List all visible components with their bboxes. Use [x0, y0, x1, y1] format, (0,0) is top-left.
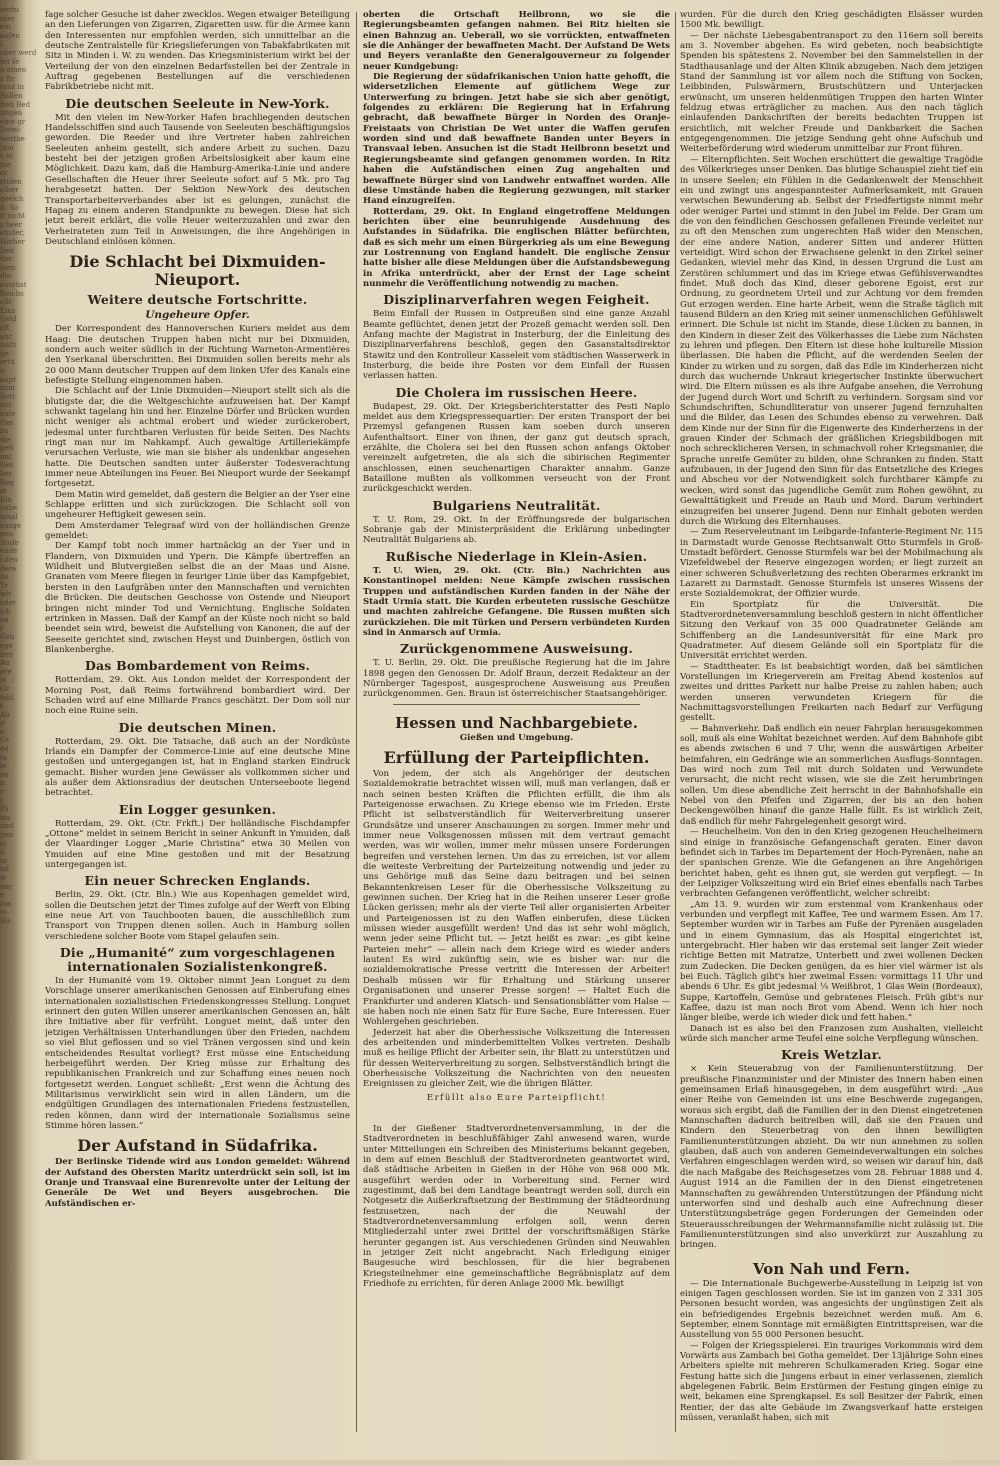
margin-fragment: Reichs [0, 289, 24, 298]
headline-logger: Ein Logger gesunken. [118, 801, 277, 817]
article-text: Dem Amsterdamer Telegraaf wird von der holländischen Grenze gemeldet: [45, 520, 350, 542]
margin-fragment: w [0, 873, 6, 882]
margin-fragment: Ab [0, 710, 10, 719]
margin-fragment: mit [0, 401, 12, 410]
margin-fragment: in [0, 487, 7, 496]
column-rule-2 [675, 12, 676, 1432]
section-heading-hessen: Hessen und Nachbargebiete. [395, 713, 638, 732]
margin-fragment: Eins [0, 306, 16, 315]
article-text: Rotterdam, 29. Okt. Aus London meldet der Korrespondent der Morning Post, daß Reims fortwährend bombardiert wird. Der Schaden wird auf eine Milliarde Francs geschätzt. Der Dom soll nur noch eine Ruine sein. [45, 675, 350, 717]
margin-fragment: ein [0, 23, 11, 32]
margin-fragment: und [0, 822, 14, 831]
margin-fragment: s heer [0, 220, 22, 229]
margin-fragment: ter fe [0, 57, 20, 66]
margin-fragment: ed [0, 745, 9, 754]
margin-fragment: ges, [0, 530, 15, 539]
headline-seeleute: Die deutschen Seeleute in New-York. [65, 95, 330, 111]
margin-fragment: Au [0, 659, 10, 668]
article-text: oberten die Ortschaft Heilbronn, wo sie die Regierungsbeamten gefangen nahmen. Bei Ritz hielten sie einen Bahnzug an. Ueberall, wo sie vorrückten, entwaffneten sie die Anhänger der bewaffneten Macht. Der Aufstand De Wets und Beyers veranlaßte den Generalgouverneur zu folgender neuer Kundgebung: [363, 10, 670, 72]
margin-fragment: r [0, 788, 4, 797]
margin-fragment: ertu [0, 358, 15, 367]
article-text: Mit den vielen im New-Yorker Hafen brachliegenden deutschen Handelsschiffen sind auch Tausende von Seeleuten beschäftigungslos geworden. Die Reeder und ihre Vertreter haben zahlreichen Seeleuten anheim gestellt, sich andere Arbeit zu suchen. Dazu besteht bei der jetzigen großen Arbeitslosigkeit aber kaum eine Möglichkeit. Dazu kam, daß die Hamburg-Amerika-Linie und andere Gesellschaften die Heuer ihrer Seeleute sofort auf 5 Mk. pro Tag herabgesetzt hatten. Der Sektion New-York des deutschen Transportarbeiterverbandes aber ist es gelungen, zunächst die Hapag zu einem anderen Standpunkte zu bewegen. Diese hat sich jetzt bereit erklärt, die volle Heuer weiterzuzahlen und zwar den Verheirateten zum Teil in Anweisungen, die ihre Angehörigen in Deutschland einlösen können. [45, 112, 350, 247]
headline-wetzlar: Kreis Wetzlar. [781, 1047, 882, 1063]
subheadline-fortschritte: Weitere deutsche Fortschritte. [87, 292, 308, 308]
margin-fragment: i den [0, 556, 18, 564]
margin-fragment: ober werd [0, 48, 37, 57]
article-text: Rotterdam, 29. Okt. Die Tatsache, daß auch an der Nordküste Irlands ein Dampfer der Commerce-Linie auf eine deutsche Mine gestoßen und untergegangen ist, hat in England starken Eindruck gemacht. Bisher wurden jene Gewässer als vollkommen sicher und als außer dem Aktionsradius der deutschen Unterseeboote liegend betrachtet. [45, 736, 350, 799]
headline-niederlage: Rußische Niederlage in Klein-Asien. [385, 548, 648, 564]
article-text: wurden. Für die durch den Krieg geschädigten Elsässer wurden 1500 Mk. bewilligt. [680, 10, 983, 31]
margin-fragment: Ballen [0, 91, 23, 100]
margin-fragment: aft [0, 323, 10, 332]
article-text: Die Regierung der südafrikanischen Union hatte gehofft, die widersetzlichen Elemente auf gütlichem Wege zur Unterwerfung zu bringen. Jetzt habe sie sich aber genötigt, folgendes zu erklären: Die Regierung hat in Erfahrung gebracht, daß bewaffnete Bürger in Norden des Oranje-Freistaats von Christian De Wet unter die Waffen gerufen worden sind und daß bewaffnete Banden unter Beyers in Transvaal leben. Ansuchen ist die Stadt Heilbronn besetzt und Regierungsbeamte sind gefangen genommen worden. In Ritz haben die Aufständischen einen Zug angehalten und bewaffnete Bürger sind von Landwehr entwaffnet worden. Alle diese Umstände haben die Regierung gezwungen, mit starker Hand einzugreifen. [363, 72, 670, 207]
margin-fragment: e [0, 891, 5, 900]
spacer [363, 1106, 670, 1124]
article-text: — Heuchelheim. Von den in den Krieg gezogenen Heuchelheimern sind einige in französische Gefangenschaft geraten. Einer davon befindet sich in Tarbes im Departement der Hoch-Pyrenäen, nahe an der spanischen Grenze. Wie die Gefangenen an ihre Angehörigen berichtet haben, geht es ihnen gut, sie werden gut verpflegt. — In der Leipziger Volkszeitung wird ein Brief eines ebenfalls nach Tarbes verbrachten Gefangenen veröffentlicht, welcher schreibt: [680, 827, 983, 900]
margin-fragment: Hinher [0, 238, 25, 247]
article-text: Beim Einfall der Russen in Ostpreußen sind eine ganze Anzahl Beamte geflüchtet, denen jetzt der Prozeß gemacht werden soll. Den Anfang machte der Magistrat in Insterburg, der die Einleitung des Disziplinarverfahrens beschloß, gegen den Gasanstaltsdirektor Stawitz und den Kontrolleur Kasseleit vom städtischen Wasserwerk in Insterburg, die beide ihre Posten vor dem Einfall der Russen verlassen hatten. [363, 309, 670, 382]
margin-fragment: Ges [0, 418, 14, 427]
margin-fragment: tanz in [0, 83, 25, 92]
margin-fragment: f [0, 624, 3, 633]
article-text: — Stadttheater. Es ist beabsichtigt worden, daß bei sämtlichen Vorstellungen im Kriegerverein am Freitag Abend kostenlos auf zweites und drittes Parkett nur halbe Preise zu zahlen haben; auch werden unseren verwundeten Kriegern für die Nachmittagsvorstellungen Freikarten nach Bedarf zur Verfügung gestellt. [680, 661, 983, 724]
margin-fragment: ii [0, 848, 5, 857]
margin-fragment: t [0, 796, 3, 805]
article-text: Der Korrespondent des Hannoverschen Kuriers meldet aus dem Haag: Die deutschen Truppen haben nicht nur bei Dixmuiden, sondern auch weiter südlich in der Richtung Warneton-Armentières den Yserkanal überschritten. Bei Dixmuiden sollen bereits mehr als 20 000 Mann deutscher Truppen auf dem linken Ufer des Kanals eine befestigte Stellung eingenommen haben. [45, 324, 350, 386]
article-text: Jederzeit hat aber die Oberhessische Volkszeitung die Interessen des arbeitenden und minderbemittelten Volkes vertreten. Deshalb muß es heilige Pflicht der Arbeiter sein, ihr Blatt zu unterstützen und für dessen Weiterverbreitung zu sorgen. Selbstverständlich bringt die Oberhessische Volkszeitung die Nachrichten von den neuesten Ereignissen zu gleicher Zeit, wie die übrigen Blätter. [363, 1027, 670, 1090]
margin-fragment: fehl [0, 693, 14, 702]
article-text: Danach ist es also bei den Franzosen zum Aushalten, vielleicht würde sich mancher arme Teufel eine solche Verpflegung wünschen. [680, 1023, 983, 1045]
section-subheading-giessen: Gießen und Umgebung. [459, 732, 574, 743]
headline-minen: Die deutschen Minen. [118, 719, 277, 735]
margin-fragment: Geld [0, 315, 17, 324]
margin-fragment: in [0, 676, 7, 685]
margin-fragment: Fä [0, 805, 9, 814]
article-text: × Kein Steuerabzug von der Familienunterstützung. Der preußische Finanzminister und der Minister des Innern haben einen gemeinsamen Erlaß hinausgegeben, in dem ausgeführt wird: „Aus einer Reihe von Gemeinden ist uns eine Beschwerde zugegangen, woraus sich ergibt, daß die Familien der in den Dienst eingetretenen Mannschaften dadurch beitreiben will, daß sie den Frauen und Kindern den Steuerbetrag von den ihnen bewilligten Familienunterstützungen abzieht. Da wir nun annehmen zu sollen glauben, daß auch von anderen Gemeindeverwaltungen ein solches Verfahren eingeschlagen werden wird, so weisen wir darauf hin, daß die nach Maßgabe des Reichsgesetzes vom 28. Februar 1888 und 4. August 1914 an die Familien der in den Dienst eingetretenen Mannschaften zu gewährenden Unterstützungen der Pfändung nicht unterworfen sind und deshalb auch eine Aufrechnung dieser Unterstützungsbeträge gegen Forderungen der Gemeinden oder Steuerausschreibungen der Wehrmannsfamilie nicht zulässig ist. Die Familienunterstützungen sind also unverkürzt zur Auszahlung zu bringen. [680, 1064, 983, 1251]
headline-cholera: Die Cholera im russischen Heere. [395, 384, 638, 400]
article-text: Rotterdam, 29. Okt. (Ctr. Frkft.) Der holländische Fischdampfer „Ottone“ meldet in seinem Bericht in seiner Ankunft in Ymuiden, daß der Vlaardinger Logger „Marie Christina“ etwa 30 Meilen von Ymuiden auf eine Mine gestoßen und mit der Besatzung untergegangen ist. [45, 818, 350, 871]
margin-fragment: ner [0, 882, 12, 891]
margin-fragment: io [0, 908, 7, 917]
margin-fragment: die [0, 435, 11, 444]
margin-fragment: ften Bed [0, 100, 31, 109]
margin-fragment: Kin [0, 495, 12, 504]
article-text: In der Humanité vom 19. Oktober nimmt Jean Longuet zu dem Vorschlage unserer amerikanischen Genossen auf Einberufung eines internationalen sozialistischen Friedenskongresses Stellung. Longuet erinnert den guten Willen unserer amerikanischen Genossen an, hält ihre Initiative aber für verfrüht. Longuet meint, daß unter den jetzigen Verhältnissen Unterhandlungen über den Frieden, nachdem so viel Blut geflossen und so viel Tränen vergossen sind und kein entscheidendes Resultat vorliegt? Erst müsse eine Entscheidung herbeigeführt werden. Der Krieg müsse zur Erhaltung des republikanischen Frankreich und zur Schaffung eines neuen noch fortgesetzt werden. Longuet schließt: „Erst wenn die Ächtung des Militarismus verwirklicht sein wird in allen Ländern, um die endgültigen Grundlagen des internationalen Friedens festzustellen, reden können, dann wird der internationale Sozialismus seine Stimme hören lassen.“ [45, 976, 350, 1131]
article-text: Von jedem, der sich als Angehöriger der deutschen Sozialdemokratie betrachtet wissen will, muß man verlangen, daß er nach seinen besten Kräften die Pflichten erfüllt, die ihm als Parteigenosse erwachsen. Zu Kriege ebenso wie im Frieden. Erste Pflicht ist selbstverständlich für Weiterverbreitung unserer Grundsätze und unserer Anschauungen zu sorgen. Immer mehr und immer neue Volksgenossen müssen mit dem vertraut gemacht werden, was wir wollen, immer mehr müssen unsere Forderungen begreifen und verstehen lernen. Um das zu erreichen, ist vor allem die weiteste Verbreitung der Parteizeitung notwendig und jeder zu uns Gehörige muß das Seine dazu beitragen und bei seinen Bekanntenkreisen Leser für die Oberhessische Volkszeitung zu gewinnen suchen. Der Krieg hat in die Reihen unserer Leser große Lücken gerissen; mehr als der vierte Teil aller organisierten Arbeiter und Parteigenossen ist zu den Waffen einberufen, diese Lücken müssen wieder ausgefüllt werden! Und das ist sehr wohl möglich, wenn jeder seine Pflicht tut. — Jetzt heißt es zwar: „es gibt keine Parteien mehr“ — allein nach dem Kriege wird es wieder anders lauten! Es wird zukünftig sein, wie es bisher war: nur die sozialdemokratische Presse vertritt die Interessen der Arbeiter! Deshalb müssen wir für Erhaltung und Stärkung unserer Organisationen und unserer Presse sorgen! — Haltet Euch die Frankfurter und anderen Klatsch- und Sensationsblätter vom Halse — sie haben noch nie einen Satz für Eure Sache, Eure Interessen. Euer Wohlergehen geschrieben. [363, 768, 670, 1028]
margin-fragment: nd [0, 865, 9, 874]
margin-fragment: ta [0, 753, 7, 762]
headline-erfuellung: Erfüllung der Parteipflichten. [383, 747, 650, 767]
margin-fragment: Dotei- [0, 126, 22, 135]
margin-fragment: wertbe [0, 134, 25, 143]
article-callout: Erfüllt also Eure Parteipflicht! [426, 1092, 607, 1103]
article-text: In der Gießener Stadtverordnetenversammlung, in der die Stadtverordneten in beschlußfähiger Zahl anwesend waren, wurde unter Mitteilungen ein Schreiben des Ministeriums bekannt gegeben, in dem auf einen Beschluß der Stadtverordneten geantwortet wird, daß städtische Arbeiten in Gießen in der Höhe von 968 000 Mk. ausgeführt werden oder in Vorbereitung sind. Ferner wird zugestimmt, daß bei dem Landtage beantragt werden soll, durch ein Notgesetz die Außerkraftsetzung der Bestimmung der Städteordnung festzusetzen, nach der die Neuwahl der Stadtverordnetenversammlung erfolgen soll, wenn deren Mitgliederzahl unter zwei Drittel der vorschriftsmäßigen Stärke herunter gegangen ist. Aus verschiedenen Gründen sind Neuwahlen in jetziger Zeit nicht angebracht. Nach Erledigung einiger Baugesuche wird beschlossen, für die hier begrabenen Kriegsteilnehmer eine gemeinschaftliche Begräbnisplatz auf dem Friedhofe zu errichten, für deren Anlage 2000 Mk. bewilligt [363, 1123, 670, 1290]
article-text: Rotterdam, 29. Okt. In England eingetroffene Meldungen berichten über eine beunruhigende Ausdehnung des Aufstandes in Südafrika. Die englischen Blätter befürchten, daß es sich mehr um einen Bürgerkrieg als um eine Bewegung zur Lostrennung von England handelt. Die englische Zensur hatte bisher alle diese Meldungen über die Aufstandsbewegung in Afrika unterdrückt, aber der Ernst der Lage scheint nunmehr die Veröffentlichung notwendig zu machen. [363, 206, 670, 289]
margin-fragment: ollt [0, 298, 12, 307]
margin-fragment: ausge [0, 521, 21, 530]
margin-fragment: mkti [0, 341, 16, 350]
article-text: Der Kampf tobt noch immer hartnäckig an der Yser und in Flandern, von Dixmuiden und Ypern. Die Kämpfe übertreffen an Wildheit und Blutvergießen selbst die an der Maas und Aisne. Granaten vom Meere fliegen in feuriger Linie über das Kampfgebiet, bersten in den Laufgräben unter den Mannschaften und vernichten die Brücken. Die deutschen Geschosse von Ostende und Nieuport bringen nicht minder Tod und Vernichtung. Englische Soldaten ertrinken in Massen. Daß der Kampf an der Küste noch nicht so bald beendet sein wird, beweist die Aufstellung von Kanonen, die auf der Seeseite gerichtet sind, zwischen Heyst und Duinbergen, östlich von Blankenberghe. [45, 541, 350, 655]
margin-fragment: a [0, 779, 5, 788]
margin-fragment: Stufe [0, 538, 19, 547]
article-text: T. U. Wien, 29. Okt. (Ctr. Bln.) Nachrichten aus Konstantinopel melden: Neue Kämpfe zwischen russischen Truppen und aufständischen Kurden fanden in der Nähe der Stadt Urmia statt. Die Kurden erbeuteten russische Geschütze und machten zahlreiche Gefangene. Die Russen mußten sich zurückziehen. Die mit Türken und Persern verbündeten Kurden sind in Anmarsch auf Urmia. [363, 565, 670, 638]
margin-fragment: Gr [0, 684, 9, 693]
margin-fragment: frei [0, 650, 13, 659]
article-text: Berlin, 29. Okt. (Ctr. Bln.) Wie aus Kopenhagen gemeldet wird, sollen die Deutschen jetzt der Times zufolge auf der Werft von Elbing eine neue Art von Tauchbooten bauen, die ausschließlich zum Transport von Truppen dienen sollen. Auch in Hamburg sollen verschiedene solcher Boote vom Stapel gelaufen sein. [45, 890, 350, 942]
margin-fragment: ausrüst [0, 281, 27, 289]
margin-fragment: Bett [0, 392, 15, 401]
headline-bulgarien: Bulgariens Neutralität. [432, 497, 601, 513]
headline-humanite: Die „Humanité“ zum vorgeschlagenen internationalen Sozialistenkongreß. [59, 945, 336, 975]
article-text: — Die Internationale Buchgewerbe-Ausstellung in Leipzig ist von einigen Tagen geschlossen worden. Sie ist im ganzen von 2 331 305 Personen besucht worden, was angesichts der ungünstigen Zeit als ein befriedigendes Ergebnis bezeichnet werden muß. Am 6. September, einem Sonntage mit ermäßigten Eintrittspreisen, war die Ausstellung von 55 000 Personen besucht. [680, 1278, 983, 1341]
section-heading-nah-fern: Von Nah und Fern. [753, 1259, 910, 1278]
headline-reims: Das Bombardement von Reims. [84, 658, 311, 674]
headline-schrecken: Ein neuer Schrecken Englands. [84, 873, 311, 889]
margin-fragment: it nicht [0, 212, 26, 221]
margin-fragment: Zeit [0, 246, 15, 255]
margin-fragment: Cr [0, 736, 9, 745]
article-text: fage solcher Gesuche ist daher zwecklos. Wegen etwaiger Beteiligung an den Lieferungen von Zigarren, Zigaretten usw. für die Armee kann den Interessenten nur empfohlen werden, sich unmittelbar an die deutsche Zentralstelle für Kriegslieferungen von Tabakfabrikaten mit Sitz in Minden i. W. zu wenden. Das Kriegsministerium wirkt bei der Verteilung der von den einzelnen Bedarfsstellen bei der Zentrale in Auftrag gegebenen Bestellungen auf die verschiedenen Fabrikbetriebe nicht mit. [45, 10, 350, 93]
margin-fragment: ende [0, 547, 18, 556]
margin-fragment: unt [0, 452, 12, 461]
margin-fragment: nertu [0, 6, 20, 14]
margin-fragment: le [0, 762, 7, 771]
margin-fragment: tion [0, 143, 14, 152]
margin-fragment: en [0, 616, 9, 625]
margin-fragment: zum [0, 384, 15, 393]
margin-fragment: die [0, 272, 11, 281]
margin-fragment: l [0, 40, 3, 49]
margin-fragment: t [0, 702, 3, 711]
article-text: Ein Sportplatz für die Universität. Die Stadtverordnetenversammlung beschloß gestern in nicht öffentlicher Sitzung den Verkauf von 35 000 Quadratmeter Gelände am Schiffenberg an die Landesuniversität für eine Mark pro Quadratmeter. Auf diesem Gelände soll ein Sportplatz für die Universität errichtet werden. [680, 599, 983, 662]
margin-fragment: s ftr [0, 74, 15, 83]
margin-fragment: Tr [0, 581, 9, 590]
separator-line [393, 704, 640, 705]
adjacent-page-margin [0, 0, 40, 1466]
margin-fragment: olher [0, 186, 19, 195]
margin-fragment: geelch [0, 195, 24, 204]
subheadline-opfer: Ungeheure Opfer. [145, 309, 250, 322]
article-text: Budapest, 29. Okt. Der Kriegsberichterstatter des Pesti Naplo meldet aus dem Kriegspressequartier: Der ersten Transport der bei Przemysl gefangenen Russen kam soeben durch unseren Aufenthaltsort. Einer von ihnen, der ganz gut deutsch sprach, erzählte, die Cholera sei bei den Russen schon anfangs Oktober vereinzelt aufgetreten, die als sich die sibirischen Regimenter anschlossen, einen seuchenartigen Charakter annahm. Ganze Bataillone mußten als vollkommen verseucht von der Front zurückgeschickt werden. [363, 401, 670, 495]
margin-fragment: nabe [0, 504, 18, 513]
margin-fragment: n [0, 366, 5, 375]
headline-dixmuiden: Die Schlacht bei Dixmuiden-Nieuport. [69, 252, 326, 290]
margin-fragment: aufen [0, 31, 20, 40]
margin-fragment: ufer [0, 14, 15, 23]
margin-fragment: ahr [0, 332, 13, 341]
margin-fragment: wir [0, 590, 12, 599]
article-text: Der Berlinske Tidende wird aus London gemeldet: Während der Aufstand des Obersten Maritz unterdrückt sein soll, ist im Oranje und Transvaal eine Burenrevolte unter der Leitung der Generäle De Wet und Beyers ausgebrochen. Die Aufständischen er- [45, 1157, 350, 1209]
margin-fragment: aufe [0, 409, 16, 418]
margin-fragment: dere [0, 564, 17, 573]
margin-fragment: inen [0, 263, 16, 272]
margin-fragment: s in [0, 152, 13, 161]
article-text: — Folgen der Kriegsspielerei. Ein trauriges Vorkommnis wird dem Vorwärts aus Zambach bei Gotha gemeldet. Der 13jährige Sohn eines Arbeiters spielte mit mehreren Schulkameraden Krieg. Sogar eine Festung hatte sich die Jungens erbaut in einer verlassenen, ziemlich abgelegenen Fabrik. Beim Erstürmen der Festung gingen einige zu weit, bekamen eine Sprengkapsel. Es soll Besitzer der Fabrik, einen Rentier, der das alte Gebäude im Zwangsverkauf hatte ersteigen müssen, veranlaßt haben, sich mit [680, 1340, 983, 1424]
article-text: — Elternpflichten. Seit Wochen erschüttert die gewaltige Tragödie des Völkerkrieges unser Denken. Das blutige Schauspiel zieht tief ein in unsere Seelen; ein Fühlen in die Gedankenwelt der Menschheit ein und zwingt uns angespanntester Aufmerksamkeit, mit Grauen verwischen Bewunderung ab. Selbst der Friedfertigste nimmt mehr oder weniger Partei und stimmt in den Jubel im Felde. Der Gram um die von den feindlichen Geschossen gefallenen Freunde verleitet nur zu oft den Menschen zum ungerechten Haß wider den Menschen, der eine andere Nation, anderer Sitten und anderer Hütten verteidigt. Wird schon der Erwachsene gelenkt in den Zirkel seiner Gedanken, wieviel mehr das Kind, in dessen Urgrund die Lust am Zerstören schlummert und das im Kriege etwas Gefühlsverwandtes findet. Muß doch das Kind, dieser geborene Egoist, erst zur Ordnung, zu geordnetem Urteil und zur Achtung vor dem fremden Gut erzogen werden. Eine harte Arbeit, wenn die Straße täglich mit tausend Bildern an den Krieg mit seiner unmenschlichen Gefühlswelt erinnert. Die Schule ist nicht im Stande, diese Lücken zu bannen, in den Kindern in dieser Zeit des Völkerhasses die Liebe zum Nächsten zu lehren und pflegen. Den Eltern ist diese hohe kulturelle Mission überlassen. Die haben die Pflicht, auf die werdenden Seelen der Kinder zu wirken und zu sorgen, daß das Edle im Kinderherzen nicht durch das wuchernde Unkraut kriegerischer Instinkte überwuchert wird. Die Eltern müssen es als ihre Aufgabe ansehen, die Verrohung der Jugend durch Wort und Schrift zu verhindern. Sorgsam sind vor Schundschriften, Schundliteratur von unserer Jugend fernzuhalten und die Bilder, das Lesen des Schundes ebenso zu verwehren. Daß dem Kinde nur der Sinn für die Eigenwerte des Kinderherzens in der grauen Kinder der Schmach der gräßlichen Kriegsbildbogen mit noch schrecklicheren Versen, in schmachvoll roher Kriegsmanier, die Sprache unreife Gemüter zu bilden, ohne Schranken zu finden. Statt aufzubauen, in der Jugend den Sinn für das Entsetzliche des Krieges und Abscheu vor der Notwendigkeit solch furchtbarer Kämpfe zu wecken, wird sonst das jugendliche Gemüt zum Rohen gewöhnt, zu Gewalttätigkeit und Freude an Raub und Mord. Darum verhindert einzugreifen bei unserer Jugend. Denn nur Einhalt geboten werden durch die Wirkung des Elternhauses. [680, 154, 983, 527]
margin-fragment: ber [0, 470, 12, 479]
margin-fragment: gefl [0, 444, 14, 453]
margin-fragment: Beg [0, 478, 14, 487]
margin-fragment: gen [0, 831, 14, 839]
column-3 [680, 10, 983, 1445]
margin-fragment: Ges [0, 461, 14, 470]
margin-fragment: fl. So [0, 203, 19, 212]
headline-ausweisung: Zurückgenommene Ausweisung. [399, 641, 634, 657]
margin-fragment: ine [0, 160, 11, 169]
headline-suedafrika: Der Aufstand in Südafrika. [77, 1136, 318, 1156]
margin-fragment: ich [0, 607, 11, 616]
column-1 [45, 10, 350, 1445]
margin-fragment: nngen [0, 109, 23, 118]
article-text: — Bahnverkehr. Daß endlich ein neuer Fahrplan herausgekommen soll, muß als eine Wohltat bezeichnet werden. Auf dem Bahnhofe gibt es abends zwischen 6 und 7 Uhr, wenn die auswärtigen Arbeiter heimfahren, ein Gedränge wie an sommerlichen Ausflugs-Sonntagen. Das wird noch zum Teil mit durch Soldaten und Verwundete verursacht, die nicht recht wissen, wie sie die Zeit herumbringen sollen. Um diese abendliche Zeit herrscht in der Bahnhofshalle ein Nebel von den Pfeifen und Zigarren, der bis an den hohen Deckengewölben hinauf die ganze Halle füllt. Es ist wirklich Zeit, daß endlich für mehr Fahrgelegenheit gesorgt wird. [680, 723, 983, 827]
margin-fragment: ei [0, 839, 7, 848]
margin-fragment: e [0, 727, 5, 736]
article-text: Dem Matin wird gemeldet, daß gestern die Belgier an der Yser eine Schlappe erlitten und sich zurückzogen. Die Schlacht soll von ungeheurer Heftigkeit gewesen sein. [45, 489, 350, 521]
margin-fragment: ge [0, 349, 9, 358]
margin-fragment: der [0, 255, 12, 264]
column-2 [363, 10, 670, 1445]
headline-disziplinar: Disziplinarverfahren wegen Feigheit. [383, 292, 650, 308]
margin-fragment: ere [0, 667, 12, 676]
margin-fragment: lun [0, 899, 12, 908]
margin-fragment: einder, [0, 229, 25, 238]
article-text: „Am 13. 9. wurden wir zum erstenmal vom Krankenhaus oder verbunden und verpflegt mit Kaffee, Tee und warmem Essen. Am 17. September wurden wir in Tarbes am Fuße der Pyrenäen ausgeladen und in einem Gymnasium, das als Hospital eingerichtet ist, untergebracht. Hier haben wir das erstemal seit langer Zeit wieder richtige Betten mit Matratze, Unterbett und zwei wollenen Decken zum Zudecken. Die Decken genügen, da es hier viel wärmer ist als bei Euch. Täglich gibt's hier zweimal Essen: vormittags 11 Uhr und abends 6 Uhr. Es gibt jedesmal ¼ Weißbrot, 1 Glas Wein (Bordeaux), Suppe, Kartoffeln, Gemüse und gebratenes Fleisch. Früh gibt's nur Kaffee, dazu ist man noch Brot vom Abend. Wenn ich hier noch länger bleibe, werde ich wieder dick und fett haben.“ [680, 899, 983, 1024]
margin-fragment: stiden [0, 177, 22, 186]
margin-fragment: ege [0, 641, 13, 650]
article-text: Die Schlacht auf der Linie Dixmuiden—Nieuport stellt sich als die blutigste dar, die die Weltgeschichte aufzuweisen hat. Der Kampf schwankt tagelang hin und her. Einzelne Dörfer und Brücken wurden nicht weniger als achtmal erobert und wieder zurückerobert, jedesmal unter furchtbaren Verlusten für beide Seiten. Des Nachts ringt man nur im Nahkampf. Auch gewaltige Artilleriekämpfe verursachen Verluste, wie man sie bisher als undenkbar angesehen hatte. Die Deutschen sandten unter äußerster Todesverachtung immer neue Abteilungen ins Feuer. Bei Nieuport wurde der Seekampf fortgesetzt. [45, 386, 350, 490]
margin-fragment: ins [0, 813, 11, 822]
margin-fragment: Geb [0, 633, 15, 642]
margin-fragment: eine gr [0, 117, 26, 126]
margin-fragment: oder [0, 598, 17, 607]
margin-fragment: aupt [0, 375, 16, 384]
article-text: T. U. Berlin, 29. Okt. Die preußische Regierung hat die im Jahre 1898 gegen den Genossen Dr. Adolf Braun, derzeit Redakteur an der Nürnberger Tagespost, ausgesprochene Ausweisung aus Preußen zurückgenommen. Gen. Braun ist österreichischer Staatsangehöriger. [363, 658, 670, 700]
margin-fragment: inhal [0, 513, 18, 522]
margin-fragment: ne [0, 770, 9, 779]
margin-fragment: de [0, 573, 9, 582]
margin-fragment: ta [0, 856, 7, 865]
margin-fragment: n einen [0, 66, 27, 75]
column-rule-1 [356, 12, 357, 1432]
margin-fragment: er [0, 169, 8, 178]
margin-fragment: zu [0, 427, 9, 436]
article-text: — Der nächste Liebesgabentransport zu den 116ern soll bereits am 3. November abgehen. Es wird gebeten, noch beabsichtigte Spenden bis spätestens 2. November bei den Sammelstellen in der Stadthausanlage und der Alten Klinik abzugeben. Nach dem jetzigen Stand der Sammlung ist vor allem noch die Stiftung von Socken, Leibbinden, Pulswärmern, Brustschützern und Unterjacken erwünscht, um unseren heldenmütigen Truppen den harten Winter feldzug etwas erträglicher zu machen. Aus den nach täglich einlaufenden Dankschriften der bereits bedachten Truppen ist ersichtlich, mit welcher Freude und Dankbarkeit die Sachen entgegengenommen. Die jetzige Sendung geht ohne Aufschub und Weiterbeförderung wird wiederum unmittelbar zur Front führen. [680, 30, 983, 155]
article-text: — Zum Reserveleutnant im Leibgarde-Infanterie-Regiment Nr. 115 in Darmstadt wurde Genosse Rechtsanwalt Otto Sturmfels in Groß-Umstadt befördert. Genosse Sturmfels war bei der Mobilmachung als Vizefeldwebel der Reserve eingezogen worden; er liegt zurzeit an einer schweren Schußverletzung des rechten Oberarmes erkrankt im Lazarett zu Darmstadt. Genosse Sturmfels ist unseres Wissens der erste Sozialdemokrat, der Offizier wurde. [680, 527, 983, 600]
margin-fragment: Ha [0, 916, 11, 925]
article-text: T. U. Rom, 29. Okt. In der Eröffnungsrede der bulgarischen Sobranje gab der Ministerpräsident die Erklärung unbedingter Neutralität Bulgariens ab. [363, 514, 670, 546]
margin-fragment: g [0, 719, 5, 728]
